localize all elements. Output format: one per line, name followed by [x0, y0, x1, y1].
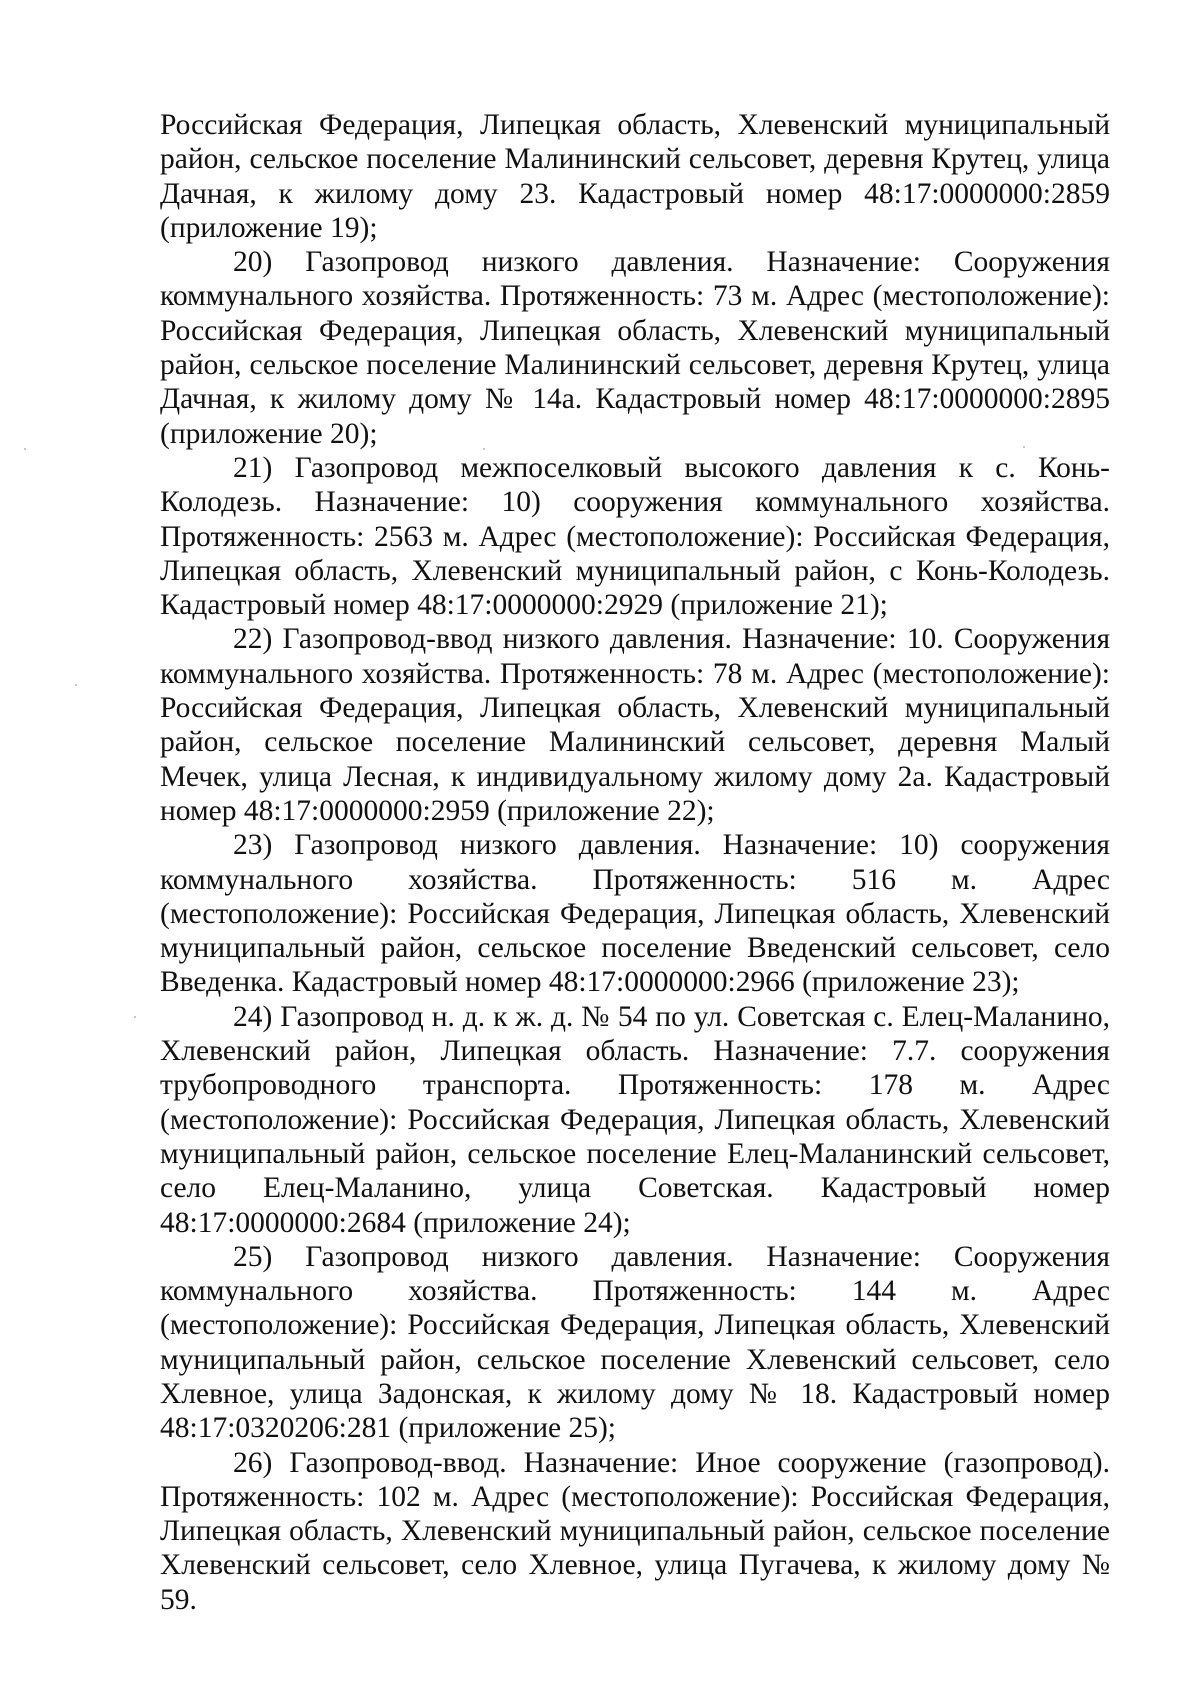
lead-paragraph: Российская Федерация, Липецкая область, Хлевенский муниципальный район, сельское поселение Малининский сельсовет, деревня Крутец, улица Дачная, к жилому дому 23. Кадастровый номер 48:17:0000000:2859 (приложение 19);: [160, 109, 1110, 244]
document-page: [160, 108, 1110, 1617]
item-text: Газопровод н. д. к ж. д. № 54 по ул. Советская с. Елец-Маланино, Хлевенский район, Липецкая область. Назначение: 7.7. сооружения трубопроводного транспорта. Протяженность: 178 м. Адрес (местоположение): Российская Федерация, Липецкая область, Хлевенский муниципальный район, сельское поселение Елец-Маланинский сельсовет, село Елец-Маланино, улица Советская. Кадастровый номер 48:17:0000000:2684 (приложение 24);: [160, 1000, 1111, 1239]
list-item: [160, 245, 1110, 451]
scan-speck: [134, 1016, 136, 1018]
list-item: [160, 1446, 1110, 1617]
list-item: [160, 622, 1110, 828]
item-text: Газопровод-ввод. Назначение: Иное сооружение (газопровод). Протяженность: 102 м. Адрес (местоположение): Российская Федерация, Липецкая область, Хлевенский муниципальный район, сельское поселение Хлевенский сельсовет, село Хлевное, улица Пугачева, к жилому дому № 59.: [160, 1446, 1110, 1616]
list-item: [160, 828, 1110, 999]
scan-speck: [483, 448, 485, 450]
item-number: 23): [233, 829, 273, 862]
item-number: 22): [233, 623, 273, 656]
list-item: [160, 1240, 1110, 1446]
item-number: 21): [233, 451, 273, 484]
item-number: 26): [233, 1446, 273, 1479]
item-text: Газопровод межпоселковый высокого давления к с. Конь-Колодезь. Назначение: 10) сооружения коммунального хозяйства. Протяженность: 2563 м. Адрес (местоположение): Российская Федерация, Липецкая область, Хлевенский муниципальный район, с Конь-Колодезь. Кадастровый номер 48:17:0000000:2929 (приложение 21);: [160, 451, 1111, 622]
item-text: Газопровод низкого давления. Назначение: Сооружения коммунального хозяйства. Протяженность: 144 м. Адрес (местоположение): Российская Федерация, Липецкая область, Хлевенский муниципальный район, сельское поселение Хлевенский сельсовет, село Хлевное, улица Задонская, к жилому дому № 18. Кадастровый номер 48:17:0320206:281 (приложение 25);: [160, 1240, 1110, 1445]
list-item: [160, 451, 1110, 622]
list-item: [160, 1000, 1110, 1240]
scan-speck: [75, 684, 77, 686]
item-text: Газопровод низкого давления. Назначение: 10) сооружения коммунального хозяйства. Протяженность: 516 м. Адрес (местоположение): Российская Федерация, Липецкая область, Хлевенский муниципальный район, сельское поселение Введенский сельсовет, село Введенка. Кадастровый номер 48:17:0000000:2966 (приложение 23);: [160, 829, 1110, 999]
item-number: 24): [233, 1000, 273, 1033]
scan-speck: [24, 448, 26, 450]
item-text: Газопровод-ввод низкого давления. Назначение: 10. Сооружения коммунального хозяйства. Протяженность: 78 м. Адрес (местоположение): Российская Федерация, Липецкая область, Хлевенский муниципальный район, сельское поселение Малининский сельсовет, деревня Малый Мечек, улица Лесная, к индивидуальному жилому дому 2а. Кадастровый номер 48:17:0000000:2959 (приложение 22);: [160, 623, 1111, 827]
item-number: 20): [233, 246, 273, 279]
scan-speck: [1023, 446, 1025, 448]
item-text: Газопровод низкого давления. Назначение: Сооружения коммунального хозяйства. Протяженность: 73 м. Адрес (местоположение): Российская Федерация, Липецкая область, Хлевенский муниципальный район, сельское поселение Малининский сельсовет, деревня Крутец, улица Дачная, к жилому дому № 14а. Кадастровый номер 48:17:0000000:2895 (приложение 20);: [160, 246, 1110, 450]
item-number: 25): [233, 1240, 273, 1273]
